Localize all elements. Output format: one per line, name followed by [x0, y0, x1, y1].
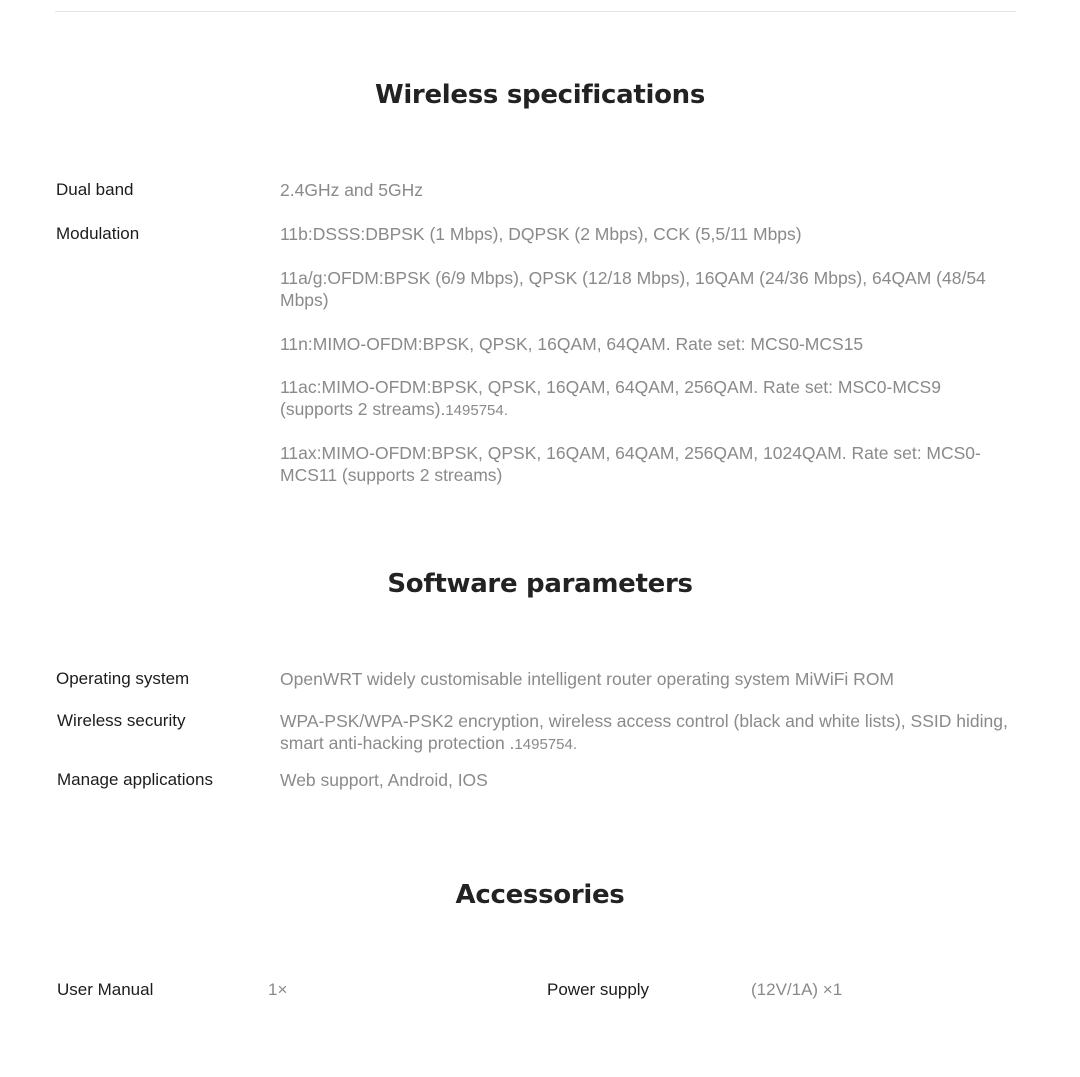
accessory-power-supply-value: (12V/1A) ×1 [751, 980, 843, 999]
wireless-security-text: WPA-PSK/WPA-PSK2 encryption, wireless access control (black and white lists), SSID hiding, smart anti-hacking protection . [280, 711, 1008, 753]
top-divider [55, 11, 1016, 12]
wireless-security-value [280, 710, 1010, 756]
modulation-11ac-value [280, 376, 1010, 422]
wireless-security-label: Wireless security [57, 711, 186, 730]
accessory-power-supply-label: Power supply [547, 980, 650, 999]
modulation-11n-value: 11n:MIMO-OFDM:BPSK, QPSK, 16QAM, 64QAM. Rate set: MCS0-MCS15 [280, 334, 864, 354]
manage-apps-value: Web support, Android, IOS [280, 770, 488, 790]
manage-apps-label: Manage applications [57, 770, 213, 789]
dual-band-label: Dual band [56, 180, 134, 199]
modulation-label: Modulation [56, 224, 140, 243]
modulation-11ac-text: 11ac:MIMO-OFDM:BPSK, QPSK, 16QAM, 64QAM, 256QAM. Rate set: MSC0-MCS9 (supports 2 streams). [280, 377, 941, 419]
wireless-security-suffix: 1495754. [514, 736, 577, 753]
modulation-11ac-suffix: 1495754. [445, 402, 508, 419]
modulation-11b-value: 11b:DSSS:DBPSK (1 Mbps), DQPSK (2 Mbps), CCK (5,5/11 Mbps) [280, 224, 802, 244]
accessories-title: Accessories [455, 880, 625, 910]
os-label: Operating system [56, 669, 190, 688]
modulation-11ax-value: 11ax:MIMO-OFDM:BPSK, QPSK, 16QAM, 64QAM, 256QAM, 1024QAM. Rate set: MCS0-MCS11 (supports 2 streams) [280, 443, 981, 485]
software-params-title: Software parameters [387, 569, 693, 599]
modulation-11ag-value: 11a/g:OFDM:BPSK (6/9 Mbps), QPSK (12/18 Mbps), 16QAM (24/36 Mbps), 64QAM (48/54 Mbps) [280, 268, 986, 310]
accessory-user-manual-value: 1× [268, 980, 288, 999]
os-value: OpenWRT widely customisable intelligent router operating system MiWiFi ROM [280, 669, 895, 689]
dual-band-value: 2.4GHz and 5GHz [280, 180, 423, 200]
accessory-user-manual-label: User Manual [57, 980, 154, 999]
wireless-specs-title: Wireless specifications [374, 80, 706, 110]
